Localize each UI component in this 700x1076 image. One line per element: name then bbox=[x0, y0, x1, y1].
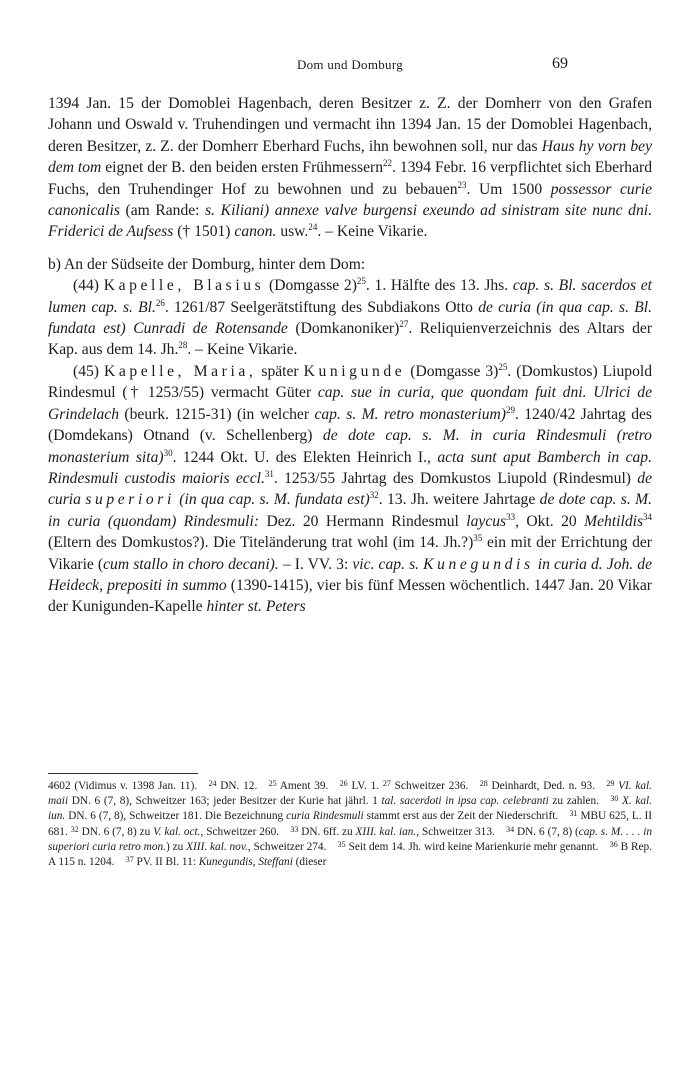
footnote-block: 4602 (Vidimus v. 1398 Jan. 11). $^{24}$ DN. 12. $^{25}$ Ament 39. $^{26}$ LV. 1. $^{27}$ Schweitzer 236. $^{28}$ Deinhardt, Ded. n. 93. $^{29}$ VI. kal. maii DN. 6 (7, 8), Schweitzer 163; jeder Besitzer der Kurie hat jährl. 1 tal. sacerdoti in ipsa cap. celebranti zu zahlen. $^{30}$ X. kal. iun. DN. 6 (7, 8), Schweitzer 181. Die Bezeichnung curia Rindesmuli stammt erst aus der Zeit der Niederschrift. $^{31}$ MBU 625, L. II 681. $^{32}$ DN. 6 (7, 8) zu V. kal. oct., Schweitzer 260. $^{33}$ DN. 6ff. zu XIII. kal. ian., Schweitzer 313. $^{34}$ DN. 6 (7, 8) (cap. s. M. . . . in superiori curia retro mon.) zu XIII. kal. nov., Schweitzer 274. $^{35}$ Seit dem 14. Jh. wird keine Marienkurie mehr genannt. $^{36}$ B Rep. A 115 n. 1204. $^{37}$ PV. II Bl. 11: Kunegundis, Steffani (dieser bbox=[48, 779, 652, 869]
footnote-ref-25b: 25 bbox=[498, 361, 508, 372]
footnote-ref-28: 28 bbox=[178, 340, 188, 351]
footnote-ref-30: 30 bbox=[163, 447, 173, 458]
footnote-ref-23: 23 bbox=[457, 179, 467, 190]
footnote-ref-22: 22 bbox=[383, 158, 392, 169]
footnote-ref-26: 26 bbox=[155, 297, 165, 308]
footnote-ref-35: 35 bbox=[473, 533, 483, 544]
page-number: 69 bbox=[552, 55, 568, 72]
paragraph-blasius: (44) Kapelle, Blasius (Domgasse 2)$^{25}$. 1. Hälfte des 13. Jhs. cap. s. Bl. sacerdos et lumen cap. s. Bl.$^{26}$. 1261/87 Seelgerätstiftung des Subdiakons Otto de curia (in qua cap. s. Bl. fundata est) Cunradi de Rotensande (Domkanoniker)$^{27}$. Reliquienverzeichnis des Altars der Kap. aus dem 14. Jh.$^{28}$. – Keine Vikarie. bbox=[48, 276, 653, 359]
footnote-ref-24: 24 bbox=[308, 222, 318, 233]
footnote-ref-31: 31 bbox=[264, 468, 274, 479]
footnote-ref-29: 29 bbox=[505, 404, 515, 415]
footnote-ref-25: 25 bbox=[356, 276, 366, 287]
footnote-rule bbox=[48, 773, 198, 774]
footnote-ref-27: 27 bbox=[399, 319, 409, 330]
footnotes bbox=[48, 779, 652, 870]
main-text bbox=[48, 93, 652, 618]
footnote-ref-33: 33 bbox=[506, 511, 516, 522]
footnote-ref-34: 34 bbox=[643, 511, 653, 522]
footnote-ref-32: 32 bbox=[369, 490, 379, 501]
paragraph-hagenbach: 1394 Jan. 15 der Domoblei Hagenbach, deren Besitzer z. Z. der Domherr von den Grafen Johann und Oswald v. Truhendingen und vermacht ihn 1394 Jan. 15 der Domoblei Hagenbach, deren Besitzer, z. Z. der Domherr Eberhard Fuchs, ihn bewohnen soll, nur das Haus hy vorn bey dem tom eignet der B. den beiden ersten Frühmessern$^{22}$. 1394 Febr. 16 verpflichtet sich Eberhard Fuchs, den Truhendinger Hof zu bewohnen und zu bebauen$^{23}$. Um 1500 possessor curie canonicalis (am Rande: s. Kiliani) annexe valve burgensi exeundo ad sinistram site nunc dni. Friderici de Aufsess († 1501) canon. usw.$^{24}$. – Keine Vikarie. bbox=[48, 95, 653, 241]
section-heading-b: b) An der Südseite der Domburg, hinter dem Dom: bbox=[48, 255, 366, 273]
running-title: Dom und Domburg bbox=[296, 57, 404, 72]
running-head bbox=[0, 55, 700, 77]
paragraph-maria-kunigunde: (45) Kapelle, Maria, später Kunigunde (Domgasse 3)$^{25}$. (Domkustos) Liupold Rindesmul († 1253/55) vermacht Güter cap. sue in curia, que quondam fuit dni. Ulrici de Grindelach (beurk. 1215-31) (in welcher cap. s. M. retro monasterium)$^{29}$. 1240/42 Jahrtag des (Domdekans) Otnand (v. Schellenberg) de dote cap. s. M. in curia Rindesmuli (retro monasterium sita)$^{30}$. 1244 Okt. U. des Elekten Heinrich I., acta sunt aput Bamberch in cap. Rindesmuli custodis maioris eccl.$^{31}$. 1253/55 Jahrtag des Domkustos Liupold (Rindesmul) de curia superiori (in qua cap. s. M. fundata est)$^{32}$. 13. Jh. weitere Jahrtage de dote cap. s. M. in curia (quondam) Rindesmuli: Dez. 20 Hermann Rindesmul laycus$^{33}$, Okt. 20 Mehtildis$^{34}$ (Eltern des Domkustos?). Die Titeländerung trat wohl (im 14. Jh.?)$^{35}$ ein mit der Errichtung der Vikarie (cum stallo in choro decani). – I. VV. 3: vic. cap. s. Kunegundis in curia d. Joh. de Heideck, prepositi in summo (1390-1415), vier bis fünf Messen wöchentlich. 1447 Jan. 20 Vikar der Kunigunden-Kapelle hinter st. Peters bbox=[48, 361, 653, 616]
